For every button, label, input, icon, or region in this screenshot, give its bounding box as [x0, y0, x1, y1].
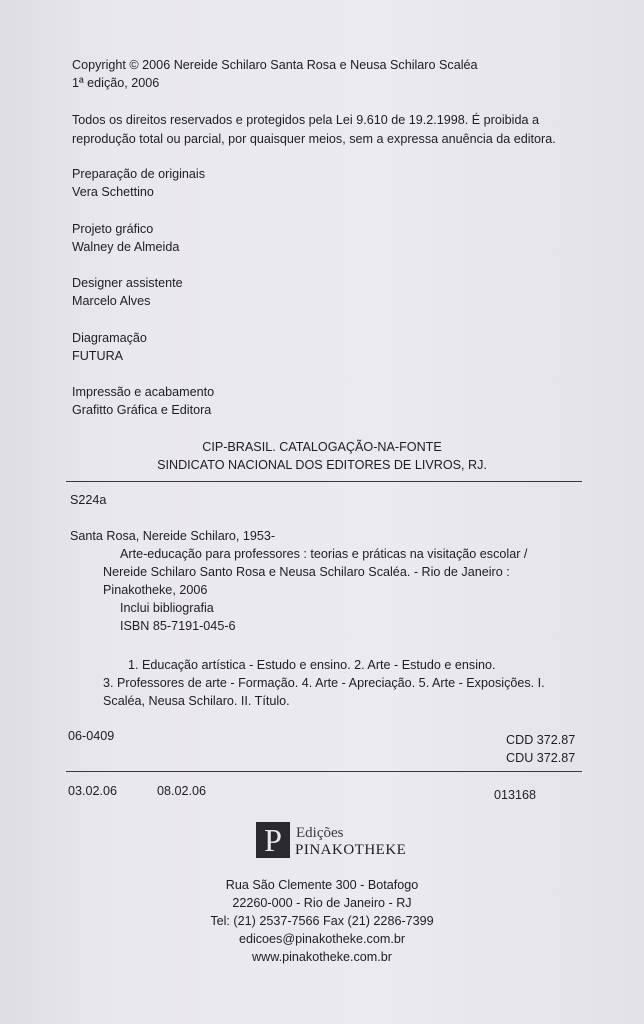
cip-cdu: CDU 372.87 [506, 751, 576, 765]
credit-name: Walney de Almeida [72, 240, 180, 254]
publisher-address: 22260-000 - Rio de Janeiro - RJ [232, 896, 412, 910]
cip-bibliography: Inclui bibliografia [120, 601, 214, 615]
cip-bottom-rule [66, 771, 582, 772]
credit-name: FUTURA [72, 349, 124, 363]
publisher-address: Rua São Clemente 300 - Botafogo [225, 878, 419, 892]
cip-record: 013168 [494, 788, 537, 802]
cip-subjects: 1. Educação artística - Estudo e ensino. 2. Arte - Estudo e ensino. [128, 658, 496, 672]
credit-role: Impressão e acabamento [72, 385, 215, 399]
credit-name: Vera Schettino [72, 185, 154, 199]
publisher-logo-mark: P [256, 822, 290, 858]
credit-name: Grafitto Gráfica e Editora [72, 403, 212, 417]
publisher-logo-name: PINAKOTHEKE [295, 842, 407, 858]
cip-date: 08.02.06 [157, 784, 207, 798]
rights-line-2: reprodução total ou parcial, por quaisquer meios, sem a expressa anuência da editora. [72, 132, 556, 146]
publisher-email: edicoes@pinakotheke.com.br [238, 932, 406, 946]
cip-subtitle: SINDICATO NACIONAL DOS EDITORES DE LIVROS, RJ. [157, 458, 487, 472]
cip-isbn: ISBN 85-7191-045-6 [120, 619, 236, 633]
rights-line-1: Todos os direitos reservados e protegidos pela Lei 9.610 de 19.2.1998. É proibida a [72, 113, 539, 127]
cip-cdd: CDD 372.87 [506, 733, 576, 747]
copyright-line: Copyright © 2006 Nereide Schilaro Santa Rosa e Neusa Schilaro Scaléa [72, 58, 478, 72]
publisher-phone: Tel: (21) 2537-7566 Fax (21) 2286-7399 [210, 914, 434, 928]
credit-role: Preparação de originais [72, 167, 206, 181]
credit-name: Marcelo Alves [72, 294, 151, 308]
cip-author: Santa Rosa, Nereide Schilaro, 1953- [70, 529, 276, 543]
credit-role: Designer assistente [72, 276, 183, 290]
cip-top-rule [66, 481, 582, 482]
cip-subjects: 3. Professores de arte - Formação. 4. Arte - Apreciação. 5. Arte - Exposições. I. [103, 676, 545, 690]
credit-role: Projeto gráfico [72, 222, 154, 236]
edition-line: 1ª edição, 2006 [72, 76, 160, 90]
cip-description: Arte-educação para professores : teorias e práticas na visitação escolar / [120, 547, 528, 561]
cip-subjects: Scaléa, Neusa Schilaro. II. Título. [103, 694, 290, 708]
publisher-logo-top: Edições [296, 825, 344, 841]
cip-description: Pinakotheke, 2006 [103, 583, 208, 597]
cip-title: CIP-BRASIL. CATALOGAÇÃO-NA-FONTE [202, 440, 442, 454]
cip-date: 03.02.06 [68, 784, 118, 798]
publisher-website: www.pinakotheke.com.br [252, 950, 392, 964]
cip-description: Nereide Schilaro Santo Rosa e Neusa Schilaro Scaléa. - Rio de Janeiro : [103, 565, 510, 579]
credit-role: Diagramação [72, 331, 147, 345]
cip-code: S224a [70, 493, 107, 507]
cip-number: 06-0409 [68, 729, 115, 743]
